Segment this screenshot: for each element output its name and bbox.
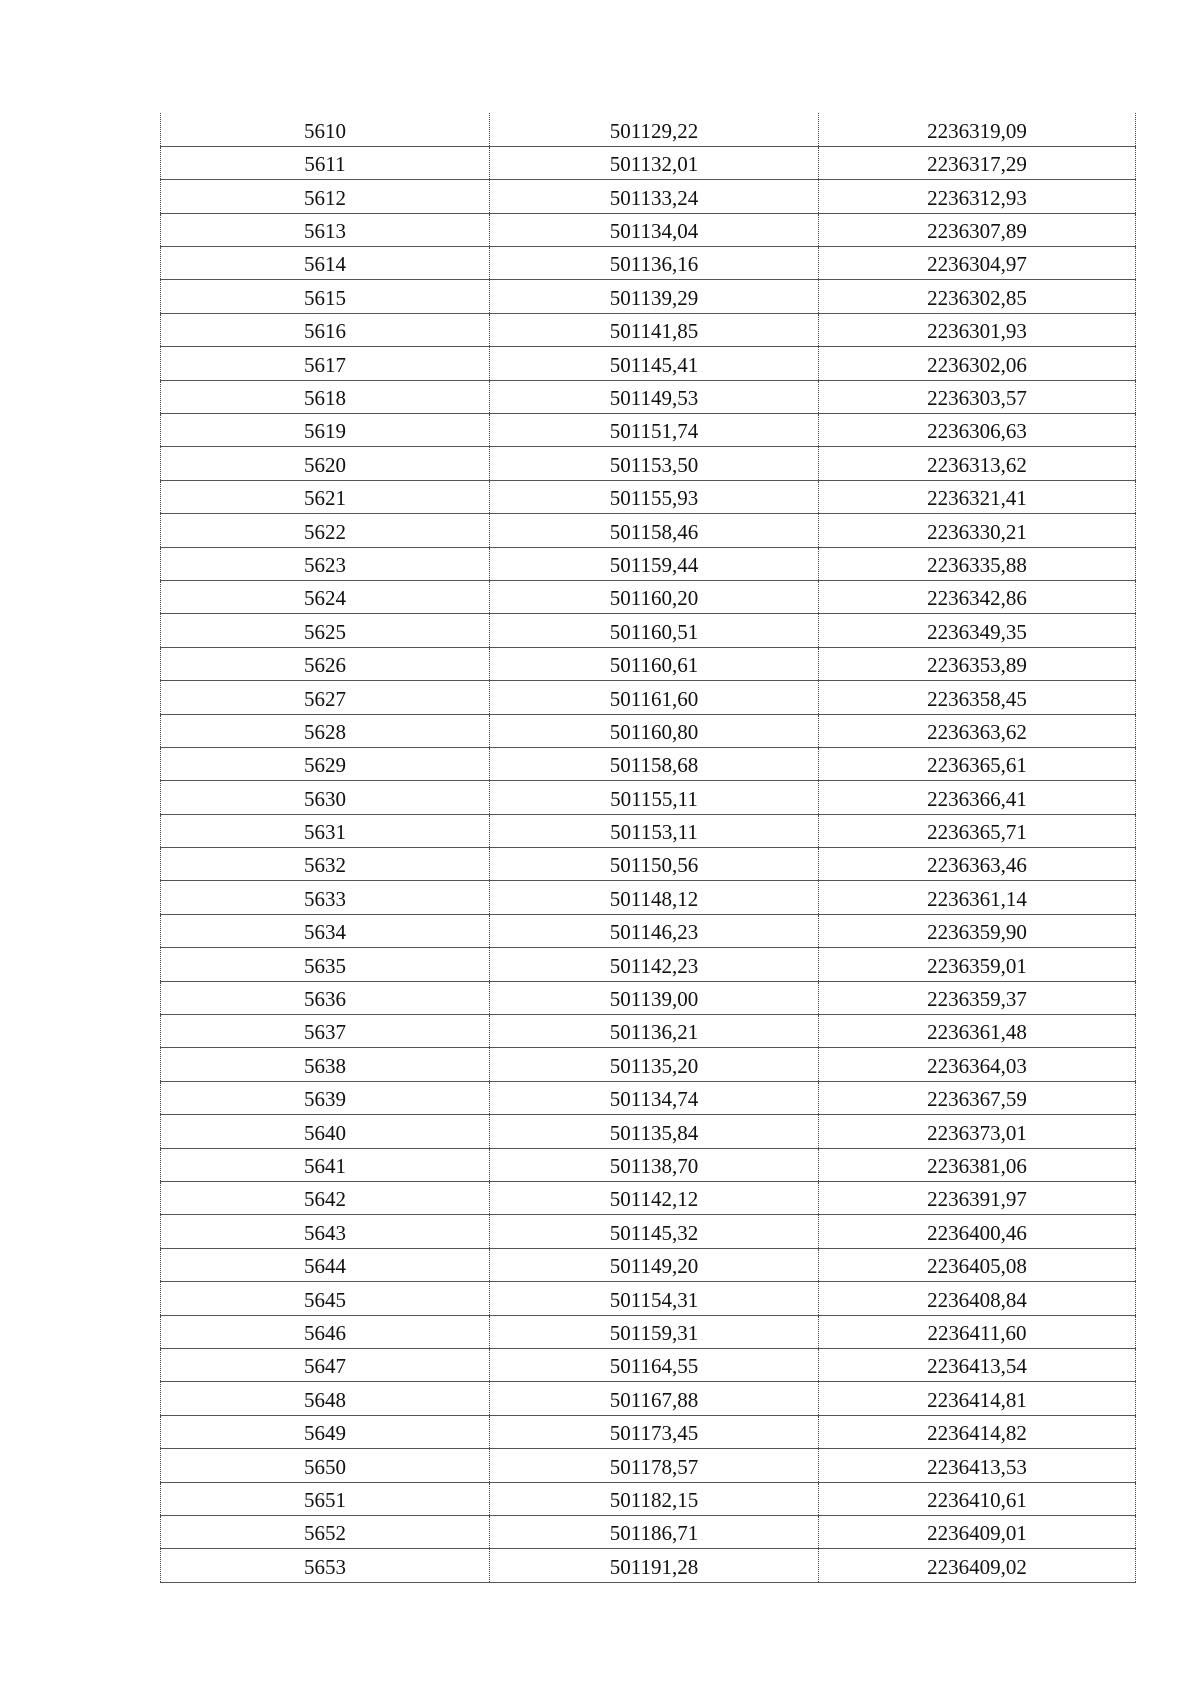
- y-coordinate-cell: 2236321,41: [819, 480, 1136, 513]
- table-row: [161, 1215, 1136, 1248]
- y-coordinate-cell: 2236391,97: [819, 1182, 1136, 1215]
- x-coordinate-cell: 501158,46: [490, 514, 819, 547]
- x-coordinate-cell: 501136,16: [490, 247, 819, 280]
- y-coordinate-cell: 2236319,09: [819, 113, 1136, 146]
- y-coordinate-cell: 2236307,89: [819, 213, 1136, 246]
- x-coordinate-cell: 501138,70: [490, 1148, 819, 1181]
- y-coordinate-cell: 2236303,57: [819, 380, 1136, 413]
- x-coordinate-cell: 501159,31: [490, 1315, 819, 1348]
- point-number-cell: 5651: [161, 1482, 490, 1515]
- y-coordinate-cell: 2236313,62: [819, 447, 1136, 480]
- x-coordinate-cell: 501182,15: [490, 1482, 819, 1515]
- y-coordinate-cell: 2236349,35: [819, 614, 1136, 647]
- y-coordinate-cell: 2236359,01: [819, 948, 1136, 981]
- y-coordinate-cell: 2236400,46: [819, 1215, 1136, 1248]
- point-number-cell: 5622: [161, 514, 490, 547]
- point-number-cell: 5619: [161, 414, 490, 447]
- y-coordinate-cell: 2236373,01: [819, 1115, 1136, 1148]
- point-number-cell: 5624: [161, 580, 490, 613]
- x-coordinate-cell: 501161,60: [490, 681, 819, 714]
- table-row: [161, 614, 1136, 647]
- x-coordinate-cell: 501145,41: [490, 347, 819, 380]
- y-coordinate-cell: 2236366,41: [819, 781, 1136, 814]
- y-coordinate-cell: 2236330,21: [819, 514, 1136, 547]
- table-row: [161, 1515, 1136, 1548]
- table-row: [161, 113, 1136, 146]
- point-number-cell: 5641: [161, 1148, 490, 1181]
- point-number-cell: 5647: [161, 1348, 490, 1381]
- y-coordinate-cell: 2236410,61: [819, 1482, 1136, 1515]
- table-row: [161, 547, 1136, 580]
- x-coordinate-cell: 501191,28: [490, 1549, 819, 1582]
- x-coordinate-cell: 501151,74: [490, 414, 819, 447]
- point-number-cell: 5634: [161, 914, 490, 947]
- x-coordinate-cell: 501141,85: [490, 313, 819, 346]
- x-coordinate-cell: 501150,56: [490, 848, 819, 881]
- x-coordinate-cell: 501139,00: [490, 981, 819, 1014]
- point-number-cell: 5630: [161, 781, 490, 814]
- point-number-cell: 5618: [161, 380, 490, 413]
- table-row: [161, 848, 1136, 881]
- point-number-cell: 5611: [161, 146, 490, 179]
- point-number-cell: 5617: [161, 347, 490, 380]
- y-coordinate-cell: 2236413,54: [819, 1348, 1136, 1381]
- y-coordinate-cell: 2236364,03: [819, 1048, 1136, 1081]
- x-coordinate-cell: 501153,11: [490, 814, 819, 847]
- x-coordinate-cell: 501142,23: [490, 948, 819, 981]
- table-row: [161, 180, 1136, 213]
- table-row: [161, 414, 1136, 447]
- table-row: [161, 1449, 1136, 1482]
- y-coordinate-cell: 2236408,84: [819, 1282, 1136, 1315]
- y-coordinate-cell: 2236361,48: [819, 1015, 1136, 1048]
- table-row: [161, 1248, 1136, 1281]
- table-row: [161, 280, 1136, 313]
- table-row: [161, 514, 1136, 547]
- point-number-cell: 5623: [161, 547, 490, 580]
- y-coordinate-cell: 2236359,90: [819, 914, 1136, 947]
- point-number-cell: 5640: [161, 1115, 490, 1148]
- x-coordinate-cell: 501145,32: [490, 1215, 819, 1248]
- table-row: [161, 1081, 1136, 1114]
- point-number-cell: 5627: [161, 681, 490, 714]
- point-number-cell: 5612: [161, 180, 490, 213]
- y-coordinate-cell: 2236359,37: [819, 981, 1136, 1014]
- table-row: [161, 1048, 1136, 1081]
- coordinates-table: [160, 113, 1136, 1583]
- y-coordinate-cell: 2236409,02: [819, 1549, 1136, 1582]
- point-number-cell: 5648: [161, 1382, 490, 1415]
- x-coordinate-cell: 501173,45: [490, 1415, 819, 1448]
- table-row: [161, 914, 1136, 947]
- table-row: [161, 1182, 1136, 1215]
- table-row: [161, 447, 1136, 480]
- point-number-cell: 5635: [161, 948, 490, 981]
- table-row: [161, 146, 1136, 179]
- y-coordinate-cell: 2236335,88: [819, 547, 1136, 580]
- point-number-cell: 5620: [161, 447, 490, 480]
- point-number-cell: 5628: [161, 714, 490, 747]
- x-coordinate-cell: 501142,12: [490, 1182, 819, 1215]
- point-number-cell: 5652: [161, 1515, 490, 1548]
- y-coordinate-cell: 2236409,01: [819, 1515, 1136, 1548]
- point-number-cell: 5638: [161, 1048, 490, 1081]
- x-coordinate-cell: 501155,93: [490, 480, 819, 513]
- point-number-cell: 5637: [161, 1015, 490, 1048]
- y-coordinate-cell: 2236342,86: [819, 580, 1136, 613]
- point-number-cell: 5645: [161, 1282, 490, 1315]
- table-row: [161, 1115, 1136, 1148]
- x-coordinate-cell: 501134,74: [490, 1081, 819, 1114]
- x-coordinate-cell: 501158,68: [490, 747, 819, 780]
- y-coordinate-cell: 2236353,89: [819, 647, 1136, 680]
- y-coordinate-cell: 2236312,93: [819, 180, 1136, 213]
- point-number-cell: 5642: [161, 1182, 490, 1215]
- point-number-cell: 5632: [161, 848, 490, 881]
- y-coordinate-cell: 2236306,63: [819, 414, 1136, 447]
- y-coordinate-cell: 2236414,81: [819, 1382, 1136, 1415]
- point-number-cell: 5613: [161, 213, 490, 246]
- x-coordinate-cell: 501135,20: [490, 1048, 819, 1081]
- point-number-cell: 5629: [161, 747, 490, 780]
- x-coordinate-cell: 501159,44: [490, 547, 819, 580]
- table-row: [161, 347, 1136, 380]
- table-row: [161, 948, 1136, 981]
- table-row: [161, 1382, 1136, 1415]
- table-row: [161, 647, 1136, 680]
- point-number-cell: 5614: [161, 247, 490, 280]
- table-row: [161, 380, 1136, 413]
- point-number-cell: 5650: [161, 1449, 490, 1482]
- point-number-cell: 5639: [161, 1081, 490, 1114]
- x-coordinate-cell: 501160,51: [490, 614, 819, 647]
- x-coordinate-cell: 501154,31: [490, 1282, 819, 1315]
- table-row: [161, 714, 1136, 747]
- y-coordinate-cell: 2236301,93: [819, 313, 1136, 346]
- x-coordinate-cell: 501153,50: [490, 447, 819, 480]
- y-coordinate-cell: 2236361,14: [819, 881, 1136, 914]
- point-number-cell: 5631: [161, 814, 490, 847]
- point-number-cell: 5653: [161, 1549, 490, 1582]
- x-coordinate-cell: 501160,61: [490, 647, 819, 680]
- table-row: [161, 781, 1136, 814]
- y-coordinate-cell: 2236302,85: [819, 280, 1136, 313]
- table-row: [161, 313, 1136, 346]
- y-coordinate-cell: 2236365,61: [819, 747, 1136, 780]
- x-coordinate-cell: 501164,55: [490, 1348, 819, 1381]
- point-number-cell: 5643: [161, 1215, 490, 1248]
- table-row: [161, 981, 1136, 1014]
- x-coordinate-cell: 501146,23: [490, 914, 819, 947]
- table-row: [161, 247, 1136, 280]
- x-coordinate-cell: 501160,20: [490, 580, 819, 613]
- x-coordinate-cell: 501149,53: [490, 380, 819, 413]
- table-row: [161, 1549, 1136, 1582]
- point-number-cell: 5633: [161, 881, 490, 914]
- table-row: [161, 747, 1136, 780]
- x-coordinate-cell: 501167,88: [490, 1382, 819, 1415]
- point-number-cell: 5625: [161, 614, 490, 647]
- table-row: [161, 1148, 1136, 1181]
- point-number-cell: 5644: [161, 1248, 490, 1281]
- x-coordinate-cell: 501149,20: [490, 1248, 819, 1281]
- x-coordinate-cell: 501148,12: [490, 881, 819, 914]
- y-coordinate-cell: 2236363,46: [819, 848, 1136, 881]
- table-row: [161, 213, 1136, 246]
- table-row: [161, 1415, 1136, 1448]
- x-coordinate-cell: 501186,71: [490, 1515, 819, 1548]
- table-row: [161, 681, 1136, 714]
- y-coordinate-cell: 2236411,60: [819, 1315, 1136, 1348]
- y-coordinate-cell: 2236304,97: [819, 247, 1136, 280]
- x-coordinate-cell: 501155,11: [490, 781, 819, 814]
- point-number-cell: 5615: [161, 280, 490, 313]
- table-row: [161, 1482, 1136, 1515]
- table-row: [161, 1315, 1136, 1348]
- table-row: [161, 580, 1136, 613]
- x-coordinate-cell: 501129,22: [490, 113, 819, 146]
- point-number-cell: 5649: [161, 1415, 490, 1448]
- y-coordinate-cell: 2236302,06: [819, 347, 1136, 380]
- point-number-cell: 5646: [161, 1315, 490, 1348]
- table-row: [161, 1282, 1136, 1315]
- table-row: [161, 1015, 1136, 1048]
- point-number-cell: 5636: [161, 981, 490, 1014]
- table-row: [161, 881, 1136, 914]
- y-coordinate-cell: 2236414,82: [819, 1415, 1136, 1448]
- point-number-cell: 5626: [161, 647, 490, 680]
- x-coordinate-cell: 501133,24: [490, 180, 819, 213]
- x-coordinate-cell: 501135,84: [490, 1115, 819, 1148]
- x-coordinate-cell: 501139,29: [490, 280, 819, 313]
- point-number-cell: 5610: [161, 113, 490, 146]
- y-coordinate-cell: 2236413,53: [819, 1449, 1136, 1482]
- y-coordinate-cell: 2236405,08: [819, 1248, 1136, 1281]
- coordinates-table-body: [161, 113, 1136, 1582]
- y-coordinate-cell: 2236367,59: [819, 1081, 1136, 1114]
- y-coordinate-cell: 2236381,06: [819, 1148, 1136, 1181]
- x-coordinate-cell: 501160,80: [490, 714, 819, 747]
- point-number-cell: 5616: [161, 313, 490, 346]
- y-coordinate-cell: 2236363,62: [819, 714, 1136, 747]
- table-row: [161, 814, 1136, 847]
- x-coordinate-cell: 501134,04: [490, 213, 819, 246]
- point-number-cell: 5621: [161, 480, 490, 513]
- x-coordinate-cell: 501132,01: [490, 146, 819, 179]
- x-coordinate-cell: 501178,57: [490, 1449, 819, 1482]
- y-coordinate-cell: 2236358,45: [819, 681, 1136, 714]
- x-coordinate-cell: 501136,21: [490, 1015, 819, 1048]
- table-row: [161, 480, 1136, 513]
- y-coordinate-cell: 2236317,29: [819, 146, 1136, 179]
- table-row: [161, 1348, 1136, 1381]
- y-coordinate-cell: 2236365,71: [819, 814, 1136, 847]
